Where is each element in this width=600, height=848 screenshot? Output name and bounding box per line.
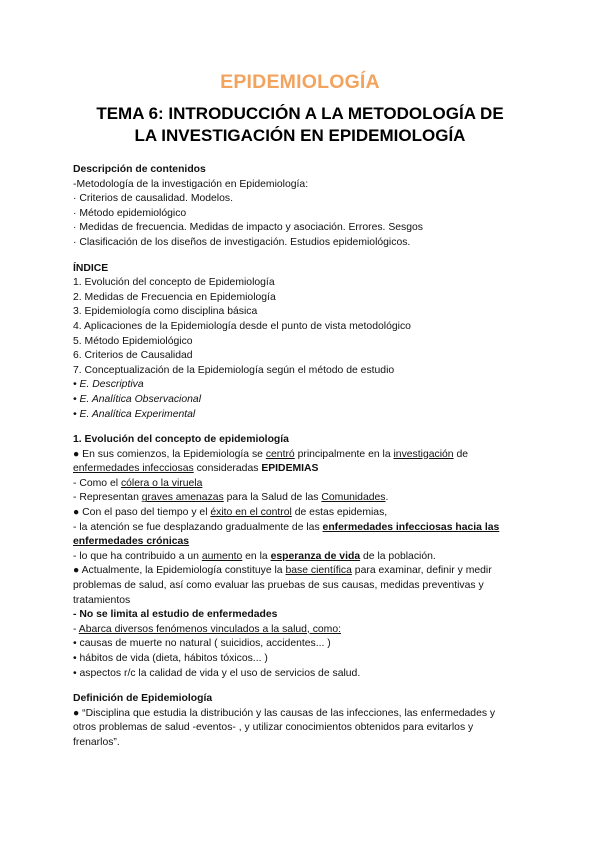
definition-heading: Definición de Epidemiología	[73, 693, 213, 705]
paragraph-line: ● Actualmente, la Epidemiología constituye la base científica para examinar, definir y medir	[73, 565, 492, 577]
paragraph-line: - la atención se fue desplazando gradualmente de las enfermedades infecciosas hacia las	[73, 521, 500, 533]
index-heading: ÍNDICE	[73, 262, 109, 274]
contents-line: · Método epidemiológico	[73, 207, 187, 219]
paragraph-line: tratamientos	[73, 594, 131, 606]
index-subitem: • E. Descriptiva	[73, 379, 144, 391]
paragraph-line: problemas de salud, así como evaluar las pruebas de sus causas, medidas preventivas y	[73, 580, 484, 592]
definition-line: ● “Disciplina que estudia la distribución y las causas de las infecciones, las enfermedades y	[73, 707, 496, 719]
contents-heading: Descripción de contenidos	[73, 164, 206, 175]
paragraph-line: ● Con el paso del tiempo y el éxito en el control de estas epidemias,	[73, 507, 388, 519]
paragraph-line: ● En sus comienzos, la Epidemiología se centró principalmente en la investigación de	[73, 448, 469, 460]
index-item: 6. Criterios de Causalidad	[73, 350, 193, 362]
document-body	[73, 163, 533, 751]
paragraph-line: - Abarca diversos fenómenos vinculados a la salud, como:	[73, 623, 341, 635]
index-subitem: • E. Analítica Experimental	[73, 408, 196, 420]
paragraph-line: - Representan graves amenazas para la Salud de las Comunidades.	[73, 492, 389, 504]
index-item: 3. Epidemiología como disciplina básica	[73, 306, 258, 318]
section-heading: 1. Evolución del concepto de epidemiología	[73, 434, 289, 446]
index-subitem: • E. Analítica Observacional	[73, 393, 202, 405]
index-item: 2. Medidas de Frecuencia en Epidemiología	[73, 291, 276, 303]
index-item: 5. Método Epidemiológico	[73, 335, 193, 347]
bullet-item: • hábitos de vida (dieta, hábitos tóxicos... )	[73, 653, 268, 664]
paragraph-line: enfermedades infecciosas consideradas EPIDEMIAS	[73, 463, 319, 475]
index-item: 1. Evolución del concepto de Epidemiología	[73, 277, 275, 289]
contents-line: · Criterios de causalidad. Modelos.	[73, 193, 233, 205]
definition-line: frenarlos”.	[73, 736, 120, 748]
paragraph-line: - lo que ha contribuido a un aumento en la esperanza de vida de la población.	[73, 550, 436, 562]
definition-line: otros problemas de salud -eventos- , y utilizar conocimientos obtenidos para evitarlos y	[73, 722, 474, 734]
index-item: 7. Conceptualización de la Epidemiología según el método de estudio	[73, 364, 395, 376]
paragraph-line: - Como el cólera o la viruela	[73, 477, 203, 489]
paragraph-line: enfermedades crónicas	[73, 536, 190, 548]
contents-line: -Metodología de la investigación en Epidemiología:	[73, 178, 309, 190]
topic-title	[40, 103, 560, 147]
paragraph-line: - No se limita al estudio de enfermedades	[73, 609, 278, 621]
bullet-item: • aspectos r/c la calidad de vida y el uso de servicios de salud.	[73, 667, 361, 679]
topic-title-line: LA INVESTIGACIÓN EN EPIDEMIOLOGÍA	[134, 126, 466, 145]
contents-line: · Clasificación de los diseños de investigación. Estudios epidemiológicos.	[73, 236, 411, 248]
contents-line: · Medidas de frecuencia. Medidas de impacto y asociación. Errores. Sesgos	[73, 222, 423, 234]
index-item: 4. Aplicaciones de la Epidemiología desde el punto de vista metodológico	[73, 320, 411, 332]
subject-title: EPIDEMIOLOGÍA	[220, 71, 380, 93]
topic-title-line: TEMA 6: INTRODUCCIÓN A LA METODOLOGÍA DE	[96, 104, 504, 123]
bullet-item: • causas de muerte no natural ( suicidios, accidentes... )	[73, 638, 331, 650]
